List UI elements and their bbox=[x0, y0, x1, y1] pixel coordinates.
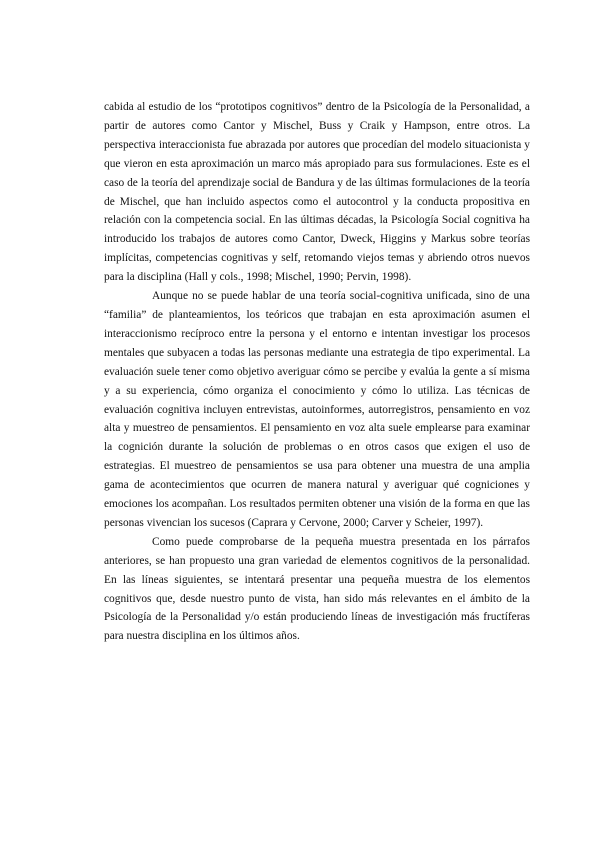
paragraph-1: cabida al estudio de los “prototipos cognitivos” dentro de la Psicología de la Personalidad, a partir de autores como Cantor y Mischel, Buss y Craik y Hampson, entre otros. La perspectiva interaccionista fue abrazada por autores que procedían del modelo situacionista y que vieron en esta aproximación un marco más apropiado para sus formulaciones. Este es el caso de la teoría del aprendizaje social de Bandura y de las últimas formulaciones de la teoría de Mischel, que han incluido aspectos como el autocontrol y la conducta propositiva en relación con la competencia social. En las últimas décadas, la Psicología Social cognitiva ha introducido los trabajos de autores como Cantor, Dweck, Higgins y Markus sobre teorías implícitas, competencias cognitivas y self, retomando viejos temas y abriendo otros nuevos para la disciplina (Hall y cols., 1998; Mischel, 1990; Pervin, 1998). bbox=[104, 101, 530, 284]
paragraph-2: Aunque no se puede hablar de una teoría social-cognitiva unificada, sino de una “familia” de planteamientos, los teóricos que trabajan en esta aproximación asumen el interaccionismo recíproco entre la persona y el entorno e intentan investigar los procesos mentales que subyacen a todas las personas mediante una estrategia de tipo experimental. La evaluación suele tener como objetivo averiguar cómo se percibe y evalúa la gente a sí misma y a su experiencia, cómo organiza el conocimiento y cómo lo utiliza. Las técnicas de evaluación cognitiva incluyen entrevistas, autoinformes, autorregistros, pensamiento en voz alta y muestreo de pensamientos. El pensamiento en voz alta suele emplearse para examinar la cognición durante la solución de problemas o en otros casos que exigen el uso de estrategias. El muestreo de pensamientos se usa para obtener una muestra de una amplia gama de acontecimientos que ocurren de manera natural y averiguar qué cogniciones y emociones los acompañan. Los resultados permiten obtener una visión de la forma en que las personas vivencian los sucesos (Caprara y Cervone, 2000; Carver y Scheier, 1997). bbox=[104, 290, 530, 529]
paragraph-3: Como puede comprobarse de la pequeña muestra presentada en los párrafos anteriores, se han propuesto una gran variedad de elementos cognitivos de la personalidad. En las líneas siguientes, se intentará presentar una pequeña muestra de los elementos cognitivos que, desde nuestro punto de vista, han sido más relevantes en el ámbito de la Psicología de la Personalidad y/o están produciendo líneas de investigación más fructíferas para nuestra disciplina en los últimos años. bbox=[104, 535, 530, 643]
body-text bbox=[104, 98, 530, 646]
